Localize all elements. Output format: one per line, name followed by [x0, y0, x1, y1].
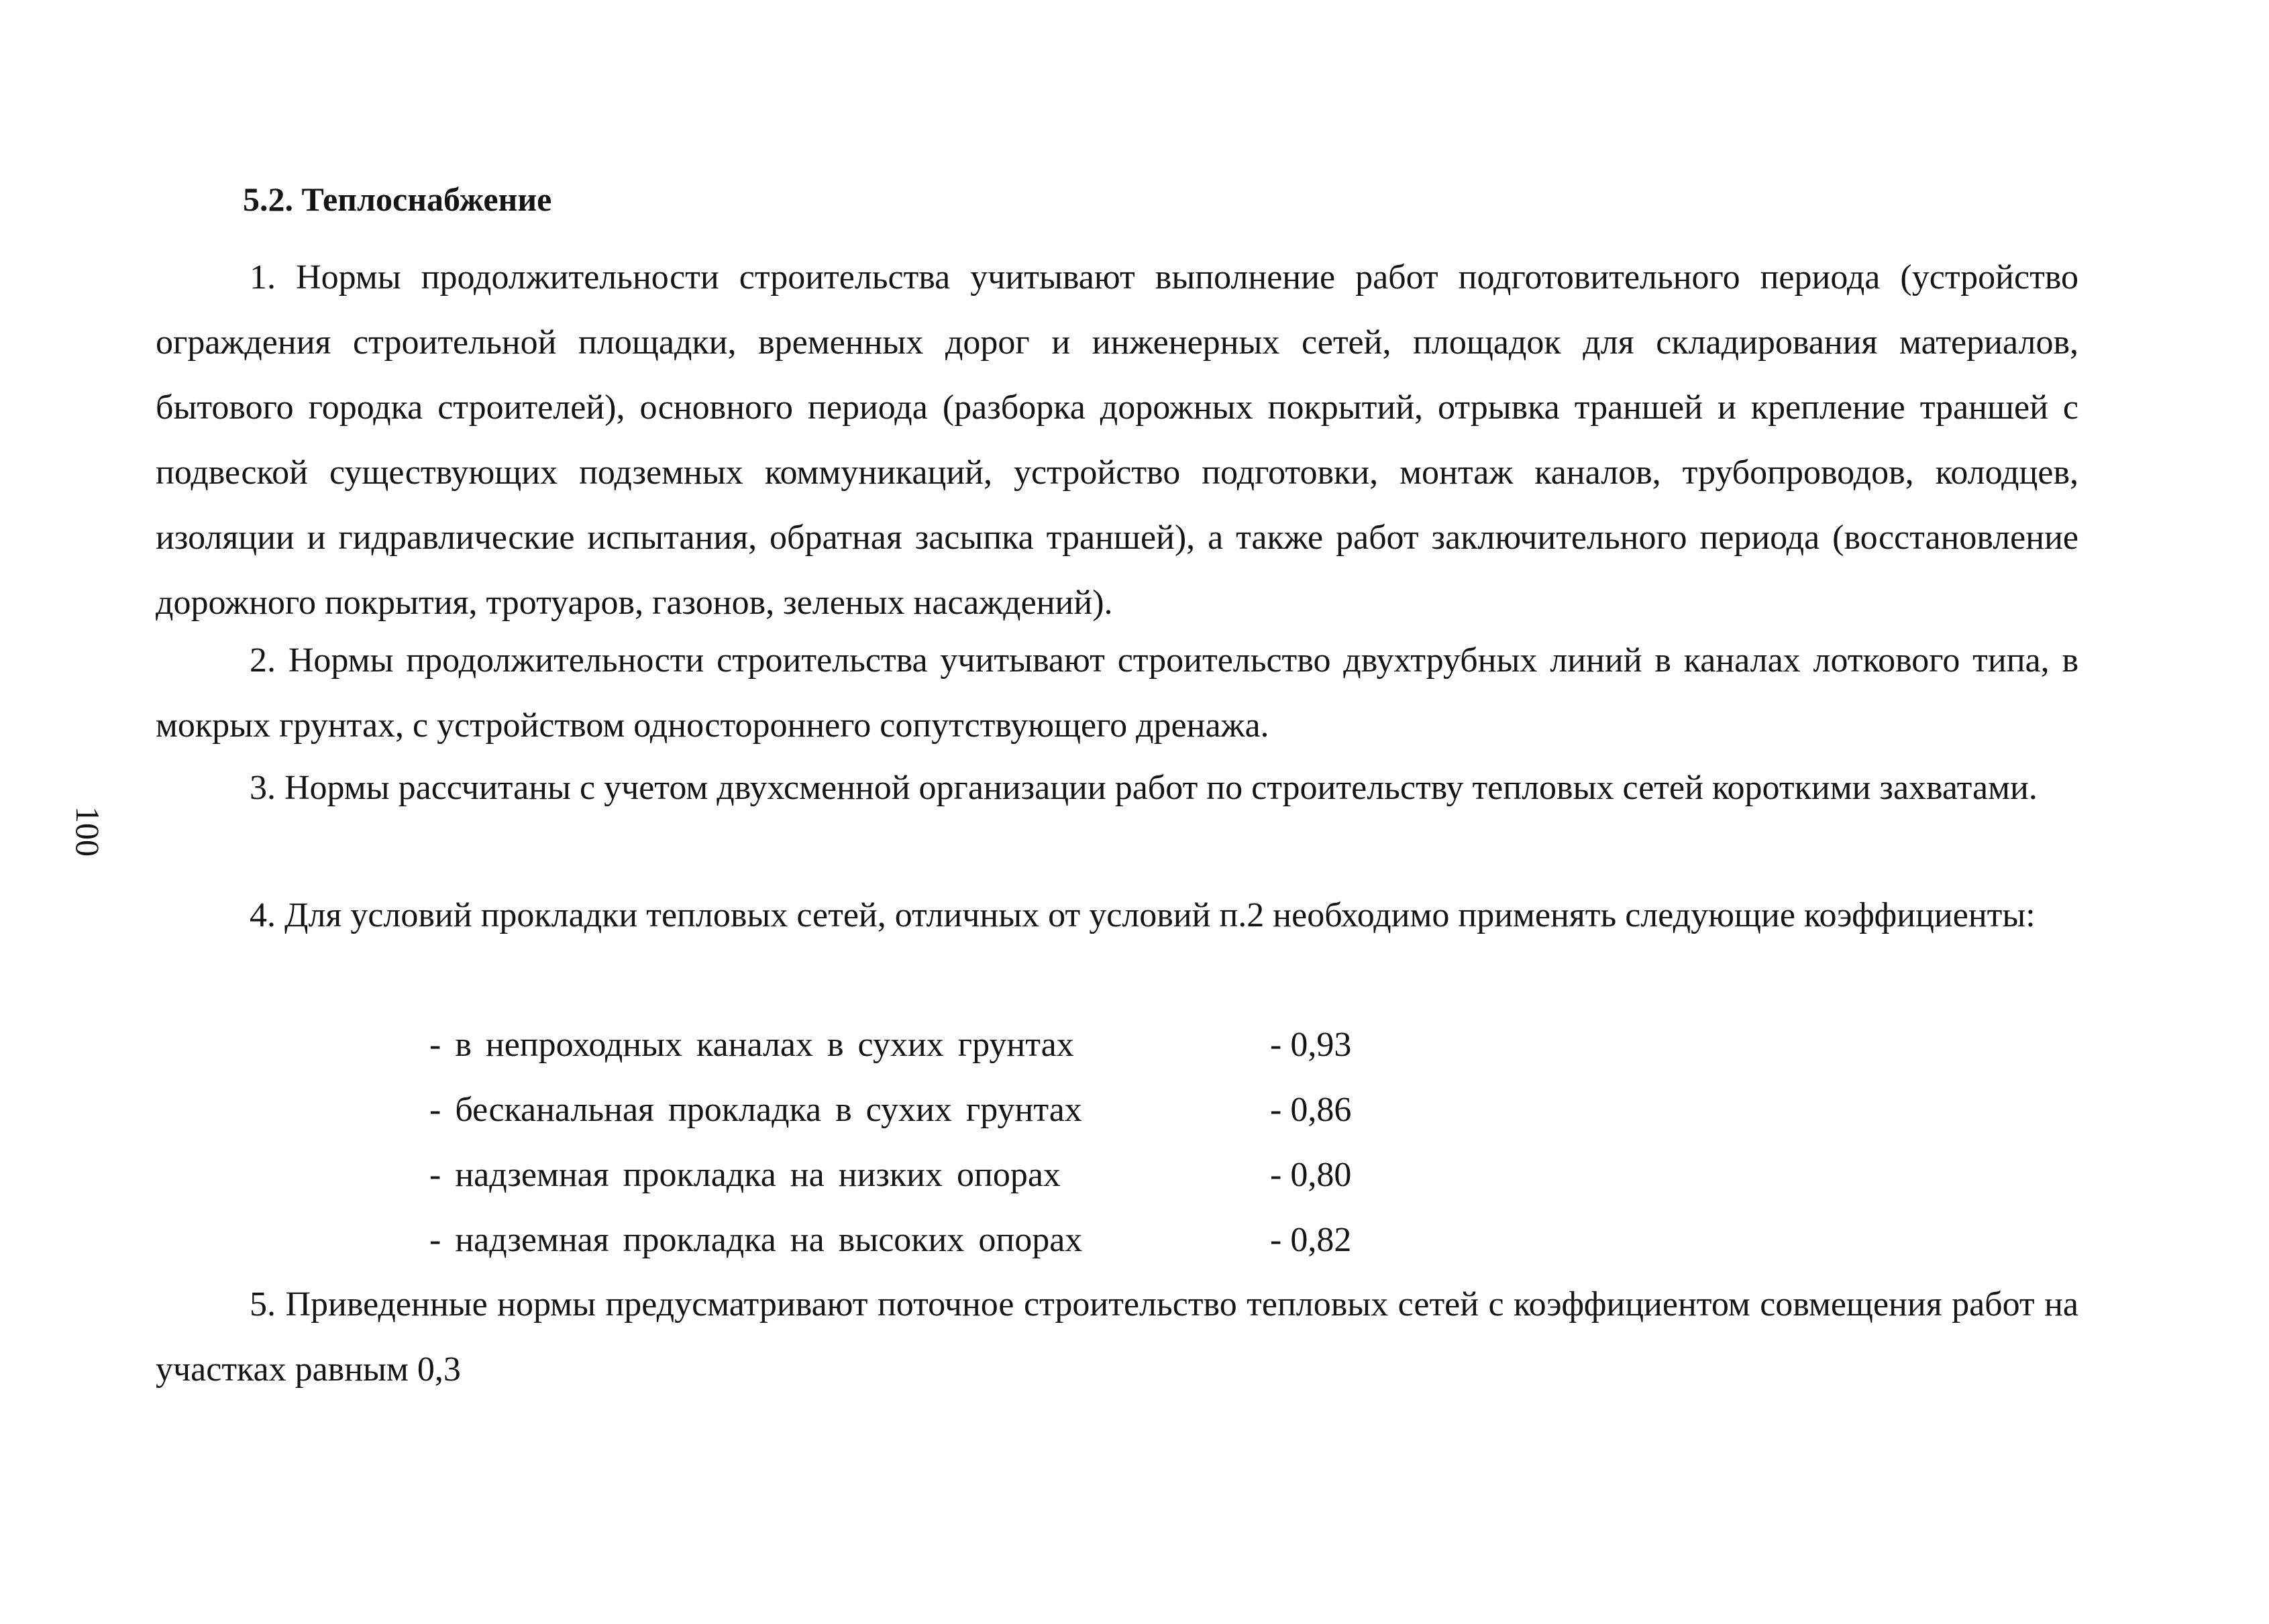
page-number: 100 [69, 806, 107, 857]
paragraph-text: Нормы рассчитаны с учетом двухсменной организации работ по строительству тепловых сетей короткими захватами. [284, 769, 2038, 807]
paragraph-number: 4. [250, 896, 276, 934]
coefficient-list [429, 1012, 1369, 1273]
coefficient-row [429, 1012, 1369, 1077]
coefficient-label: - надземная прокладка на высоких опорах [429, 1221, 1083, 1259]
paragraph-number: 3. [250, 769, 276, 807]
section-title: 5.2. Теплоснабжение [243, 180, 552, 218]
paragraph-1 [156, 245, 2078, 635]
paragraph-text: Нормы продолжительности строительства учитывают выполнение работ подготовительного периода (устройство ограждения строительной площадки, временных дорог и инженерных сетей, площадок для складирования материалов, бытового городка строителей), основного периода (разборка дорожных покрытий, отрывка траншей и крепление траншей с подвеской существующих подземных коммуникаций, устройство подготовки, монтаж каналов, трубопроводов, колодцев, изоляции и гидравлические испытания, обратная засыпка траншей), а также работ заключительного периода (восстановление дорожного покрытия, тротуаров, газонов, зеленых насаждений). [156, 258, 2079, 622]
coefficient-value: - 0,93 [1270, 1026, 1352, 1064]
coefficient-row [429, 1077, 1369, 1142]
coefficient-row [429, 1142, 1369, 1207]
coefficient-value: - 0,82 [1270, 1221, 1352, 1259]
paragraph-4 [156, 883, 2078, 948]
coefficient-value: - 0,80 [1270, 1156, 1352, 1194]
paragraph-number: 2. [250, 641, 276, 680]
coefficient-label: - бесканальная прокладка в сухих грунтах [429, 1091, 1082, 1129]
paragraph-number: 5. [250, 1285, 276, 1323]
coefficient-row [429, 1207, 1369, 1273]
coefficient-label: - надземная прокладка на низких опорах [429, 1156, 1061, 1194]
paragraph-3 [156, 755, 2078, 820]
paragraph-text: Для условий прокладки тепловых сетей, отличных от условий п.2 необходимо применять следующие коэффициенты: [284, 896, 2036, 934]
paragraph-number: 1. [250, 258, 276, 296]
coefficient-value: - 0,86 [1270, 1091, 1352, 1129]
coefficient-label: - в непроходных каналах в сухих грунтах [429, 1026, 1074, 1064]
paragraph-text: Приведенные нормы предусматривают поточное строительство тепловых сетей с коэффициентом совмещения работ на участках равным 0,3 [156, 1285, 2078, 1389]
paragraph-5 [156, 1272, 2078, 1402]
paragraph-text: Нормы продолжительности строительства учитывают строительство двухтрубных линий в каналах лоткового типа, в мокрых грунтах, с устройством одностороннего сопутствующего дренажа. [156, 641, 2078, 745]
paragraph-2 [156, 628, 2078, 758]
